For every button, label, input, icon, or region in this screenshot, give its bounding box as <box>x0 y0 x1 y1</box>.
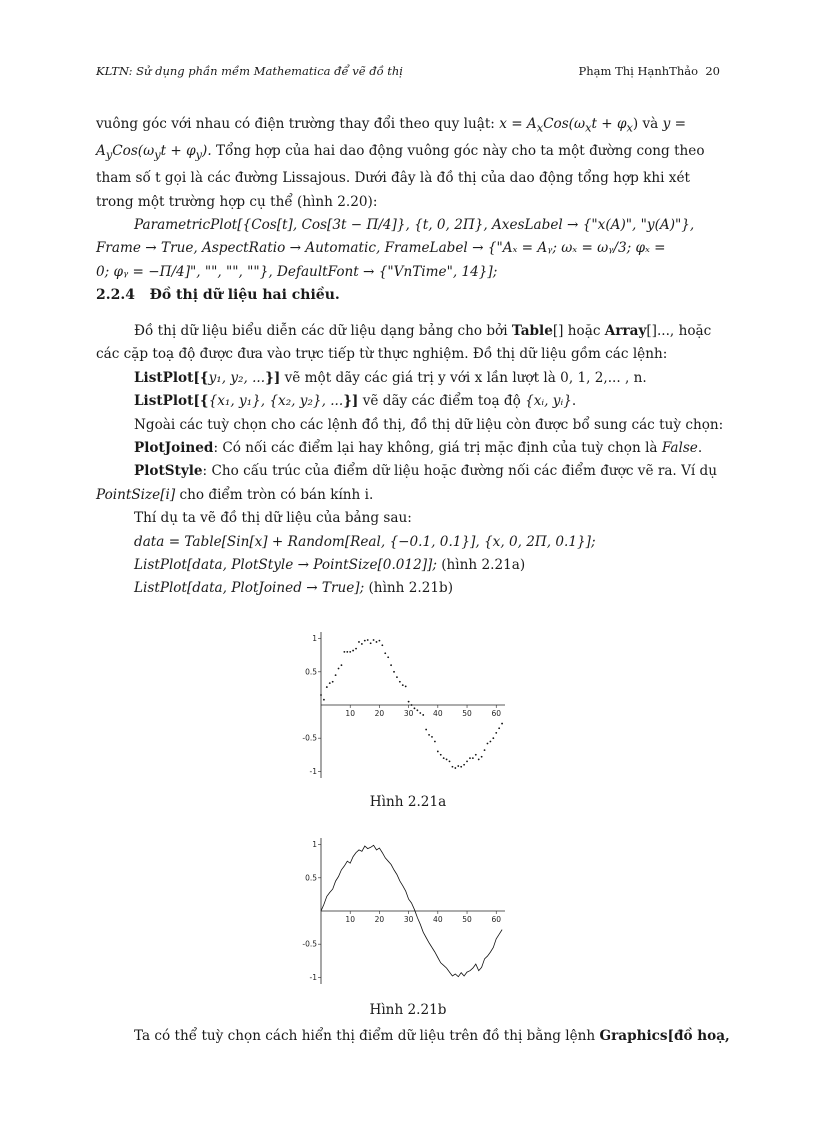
data-point <box>349 651 351 653</box>
plotstyle-line <box>96 460 720 483</box>
data-point <box>320 694 322 696</box>
sub: x <box>536 120 544 135</box>
data-point <box>469 757 471 759</box>
x-tick-label: 20 <box>374 709 385 718</box>
data-point <box>452 766 454 768</box>
data-point <box>431 736 433 738</box>
kw-table: Table <box>511 323 553 339</box>
intro-paragraph <box>96 113 720 284</box>
data-point <box>481 756 483 758</box>
plotjoined-line <box>96 437 720 460</box>
data-point <box>352 650 354 652</box>
eq-x <box>499 116 633 135</box>
data-point <box>381 644 383 646</box>
body-text: : Có nối các điểm lại hay không, giá trị mặc định của tuỳ chọn là <box>213 440 662 457</box>
data-point <box>341 664 343 666</box>
data-point <box>466 761 468 763</box>
kw-pointsize: PointSize[i] <box>96 486 176 503</box>
code-parametric-3: 0; φᵧ = −Π/4]", "", "", ""}, DefaultFont → {"VnTime", 14}]; <box>96 263 498 280</box>
header-title: KLTN: Sử dụng phần mềm Mathematica để vẽ đồ thị <box>96 64 403 78</box>
data-point <box>475 754 477 756</box>
body-text: cho điểm tròn có bán kính i. <box>175 486 374 503</box>
math: {x₁, y₁}, {x₂, y₂}, ... <box>208 393 344 410</box>
data-point <box>411 704 413 706</box>
body-text: Ta có thể tuỳ chọn cách hiển thị điểm dữ liệu trên đồ thị bằng lệnh <box>134 1028 600 1044</box>
body-line-2: các cặp toạ độ được đưa vào trực tiếp từ thực nghiệm. Đồ thị dữ liệu gồm các lệnh: <box>96 346 668 363</box>
x-tick-label: 40 <box>433 915 443 924</box>
data-point <box>370 642 372 644</box>
data-point <box>449 761 451 763</box>
code-data: data = Table[Sin[x] + Random[Real, {−0.1, 0.1}], {x, 0, 2Π, 0.1}]; <box>134 533 596 550</box>
intro-and: ) và <box>632 116 663 132</box>
data-point <box>434 741 436 743</box>
body-text: Đồ thị dữ liệu biểu diễn các dữ liệu dạng bảng cho bởi <box>134 323 512 339</box>
data-point <box>425 729 427 731</box>
eq-x-b: Cos(ω <box>543 116 586 132</box>
body-text: vẽ dãy các điểm toạ độ <box>358 393 526 410</box>
eq-y-start: y = <box>662 116 687 132</box>
eq-y-b: Cos(ω <box>112 143 155 160</box>
kw-false: False <box>661 440 698 457</box>
page-number: 20 <box>705 64 720 78</box>
data-point <box>472 757 474 759</box>
header-author <box>579 64 720 78</box>
x-tick-label: 40 <box>433 709 443 718</box>
eq-y <box>96 143 212 162</box>
y-tick-label: 1 <box>312 840 317 850</box>
data-point <box>373 639 375 641</box>
data-point <box>437 751 439 753</box>
intro-line-1 <box>96 113 720 140</box>
caption-2-21b: Hình 2.21b <box>369 1002 447 1018</box>
data-point <box>489 741 491 743</box>
math: {xᵢ, yᵢ} <box>525 393 572 410</box>
x-tick-label: 60 <box>491 915 502 924</box>
code: ListPlot[data, PlotStyle → PointSize[0.012]]; <box>134 557 437 574</box>
y-tick-label: -1 <box>309 972 317 982</box>
running-header <box>96 64 720 78</box>
figure-2-21b-line <box>302 834 515 989</box>
options-intro: Ngoài các tuỳ chọn cho các lệnh đồ thị, đồ thị dữ liệu còn được bổ sung các tuỳ chọn: <box>134 416 724 433</box>
data-point <box>484 749 486 751</box>
data-point <box>419 712 421 714</box>
eq-y-c: t + φ <box>160 143 196 160</box>
kw-listplot: ListPlot[{ <box>134 369 209 386</box>
intro-text: vuông góc với nhau có điện trường thay đổi theo quy luật: <box>96 116 500 132</box>
listplot-2 <box>96 390 720 413</box>
code-listplot-b <box>96 577 720 600</box>
plotstyle-line-2 <box>96 484 720 507</box>
kw-plotjoined: PlotJoined <box>134 440 214 457</box>
data-point <box>457 765 459 767</box>
x-tick-label: 50 <box>462 709 472 718</box>
x-tick-label: 60 <box>491 709 502 718</box>
data-point <box>405 686 407 688</box>
body-text: []..., hoặc <box>646 323 712 339</box>
kw-listplot: ListPlot[{ <box>134 393 209 410</box>
x-tick-label: 20 <box>374 915 385 924</box>
data-point <box>498 727 500 729</box>
section-title: Đồ thị dữ liệu hai chiều. <box>149 287 340 303</box>
data-point <box>463 764 465 766</box>
data-point <box>343 651 345 653</box>
section-number: 2.2.4 <box>96 287 135 303</box>
data-point <box>478 759 480 761</box>
data-point <box>460 766 462 768</box>
body-text: . <box>697 440 703 457</box>
sub: y <box>105 147 113 162</box>
data-point <box>446 759 448 761</box>
body-text: : Cho cấu trúc của điểm dữ liệu hoặc đường nối các điểm được vẽ ra. Ví dụ <box>202 463 718 480</box>
data-point <box>379 640 381 642</box>
data-point <box>390 664 392 666</box>
code-listplot-a <box>96 554 720 577</box>
data-point <box>416 709 418 711</box>
data-point <box>361 643 363 645</box>
data-point <box>323 699 325 701</box>
eq-y-d: ). <box>202 143 212 160</box>
listplot-1 <box>96 367 720 390</box>
data-point <box>367 639 369 641</box>
code: ListPlot[data, PlotJoined → True]; <box>134 580 365 597</box>
code-parametric-1: ParametricPlot[{Cos[t], Cos[3t − Π/4]}, {t, 0, 2Π}, AxesLabel → {"x(A)", "y(A)"}, <box>134 217 695 234</box>
data-point <box>358 641 360 643</box>
data-point <box>387 656 389 658</box>
math: y₁, y₂, ... <box>208 369 266 386</box>
data-point <box>376 641 378 643</box>
fig-ref: (hình 2.21b) <box>364 580 454 597</box>
code-parametric-2: Frame → True, AspectRatio → Automatic, FrameLabel → {"Aₓ = Aᵧ; ωₓ = ωᵧ/3; φₓ = <box>96 240 666 257</box>
data-point <box>338 668 340 670</box>
data-point <box>402 684 404 686</box>
x-tick-label: 50 <box>462 915 472 924</box>
fig-ref: (hình 2.21a) <box>436 557 526 574</box>
sub: x <box>626 120 633 135</box>
data-point <box>335 674 337 676</box>
data-point <box>428 734 430 736</box>
data-point <box>414 707 416 709</box>
body-text: vẽ một dãy các giá trị y với x lần lượt là 0, 1, 2,... , n. <box>280 369 647 386</box>
data-point <box>326 686 328 688</box>
final-paragraph <box>96 1025 730 1048</box>
data-point <box>399 681 401 683</box>
intro-text: Tổng hợp của hai dao động vuông góc này cho ta một đường cong theo <box>211 143 705 160</box>
data-point <box>332 681 334 683</box>
data-point <box>408 701 410 703</box>
body-paragraph <box>96 320 724 601</box>
y-tick-label: 0.5 <box>305 667 317 677</box>
body-line-1 <box>96 320 720 343</box>
data-point <box>492 737 494 739</box>
data-point <box>384 652 386 654</box>
x-tick-label: 30 <box>403 709 414 718</box>
intro-line-2 <box>96 140 720 167</box>
body-text: [] hoặc <box>552 323 605 339</box>
data-point <box>443 757 445 759</box>
data-point <box>364 640 366 642</box>
data-point <box>355 648 357 650</box>
data-point <box>396 676 398 678</box>
y-tick-label: 1 <box>312 634 317 644</box>
example-intro: Thí dụ ta vẽ đồ thị dữ liệu của bảng sau: <box>134 510 412 527</box>
x-tick-label: 10 <box>345 709 355 718</box>
data-point <box>329 682 331 684</box>
sub: x <box>585 120 592 135</box>
kw-graphics: Graphics[đồ hoạ, <box>599 1028 730 1044</box>
data-point <box>487 743 489 745</box>
header-author-name: Phạm Thị HạnhThảo <box>578 64 699 78</box>
data-point <box>393 671 395 673</box>
intro-line-3: tham số t gọi là các đường Lissajous. Dưới đây là đồ thị của dao động tổng hợp khi xét <box>96 170 690 187</box>
kw-close: }] <box>343 393 359 410</box>
kw-plotstyle: PlotStyle <box>134 463 203 480</box>
body-text: . <box>571 393 577 410</box>
eq-x-a: x = A <box>499 116 537 132</box>
caption-2-21a: Hình 2.21a <box>369 794 447 810</box>
data-point <box>495 732 497 734</box>
y-tick-label: 0.5 <box>305 873 317 883</box>
data-point <box>454 767 456 769</box>
data-point <box>440 754 442 756</box>
eq-y-a: A <box>96 143 106 160</box>
sub: y <box>154 147 161 162</box>
kw-close: }] <box>265 369 281 386</box>
section-heading <box>96 287 340 303</box>
data-point <box>422 714 424 716</box>
y-tick-label: -0.5 <box>302 733 317 743</box>
kw-array: Array <box>604 323 647 339</box>
x-tick-label: 10 <box>345 915 355 924</box>
y-tick-label: -1 <box>309 766 317 776</box>
eq-x-c: t + φ <box>591 116 627 132</box>
intro-line-4: trong một trường hợp cụ thể (hình 2.20): <box>96 193 378 210</box>
data-point <box>501 723 503 725</box>
sub: y <box>195 147 203 162</box>
x-tick-label: 30 <box>403 915 414 924</box>
data-point <box>346 651 348 653</box>
figure-2-21a-scatter <box>302 628 515 783</box>
y-tick-label: -0.5 <box>302 939 317 949</box>
final-line <box>96 1025 730 1048</box>
